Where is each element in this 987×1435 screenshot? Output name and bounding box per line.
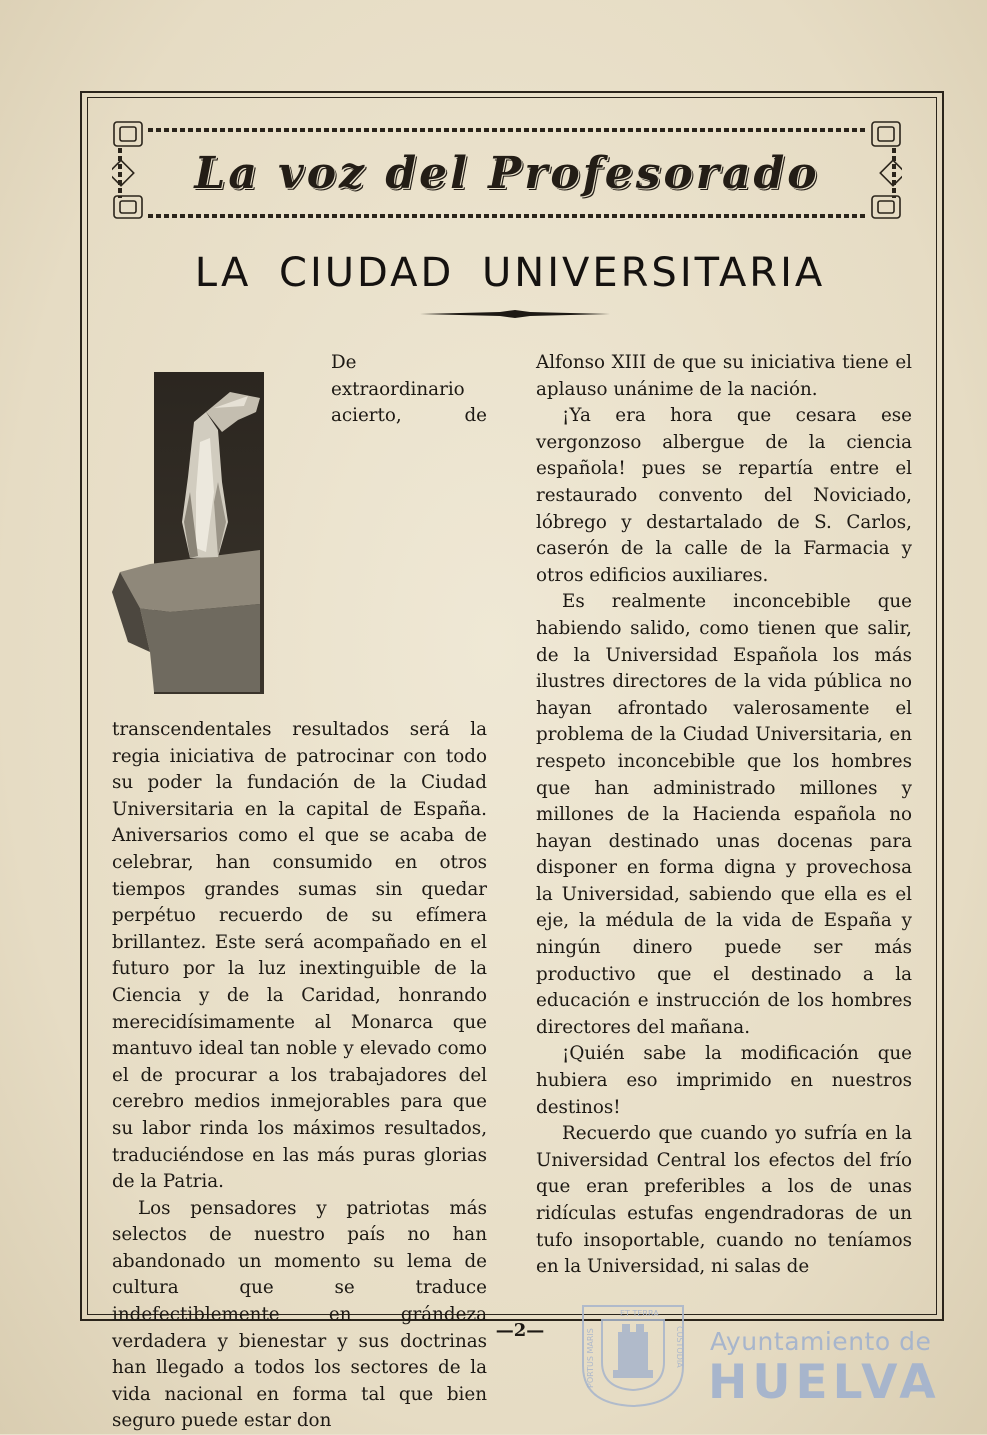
huelva-seal-watermark-icon [580,1296,686,1408]
paragraph-quien-sabe: ¡Quién sabe la modificación que hubiera eso imprimido en nuestros destinos! [536,1043,912,1118]
seal-text-top: ET TERRA [620,1309,659,1318]
section-header-title: La voz del Profesorado [194,148,820,199]
header-ornament-band [112,120,902,220]
paragraph-recuerdo: Recuerdo que cuando yo sufría en la Universidad Central los efectos del frío que eran preferibles a los de unas ridículas estufas engendradoras de un tufo insoportable, cuando no teníamos en la Universidad, ni salas de [536,1123,912,1278]
watermark-line-1: Ayuntamiento de [710,1327,932,1356]
paragraph-pensadores: Los pensadores y patriotas más selectos de nuestro país no han abandonado un momento su lema de cultura que se traduce indefectiblemente en grándeza verdadera y bienestar y sus doctrinas han llegado a todos los sectores de la vida nacional en forma tal que bien seguro puede estar don [112,1197,487,1432]
page-number: —2— [495,1320,545,1341]
left-column [112,350,487,1435]
watermark-line-2: HUELVA [708,1355,941,1410]
winged-victory-statue-icon [110,372,302,694]
title-divider-icon [420,309,610,319]
seal-text-right: CUSTODIA [675,1326,684,1368]
paragraph-ya-era-hora: ¡Ya era hora que cesara ese vergonzoso albergue de la ciencia española! pues se repartía entre el restaurado convento del Noviciado, lóbrego y destartalado de S. Carlos, caserón de la calle de la Farmacia y otros edificios auxiliares. [536,405,912,586]
right-column [536,350,912,1281]
seal-text-left: PORTUS MARIS [586,1328,595,1388]
statue-illustration [110,350,323,717]
article-title: LA CIUDAD UNIVERSITARIA [194,250,826,296]
paragraph-intro: De extraordinario acierto, de transcendentales resultados será la regia iniciativa de patrocinar con todo su poder la fundación de la Ciudad Universitaria en la capital de España. Aniversarios como el que se acaba de celebrar, han consumido en otros tiempos grandes sumas sin quedar perpétuo recuerdo de su efímera brillantez. Este será acompañado en el futuro por la luz inextinguible de la Ciencia y de la Caridad, honrando merecidísimamente al Monarca que mantuvo ideal tan noble y elevado como el de procurar a los trabajadores del cerebro medios inmejorables para que su labor rinda los máximos resultados, traduciéndose en las más puras glorias de la Patria. [112,352,487,1193]
paragraph-inconcebible: Es realmente inconcebible que habiendo salido, como tienen que salir, de la Universidad Española los más ilustres directores de la vida pública no hayan afrontado valerosamente el problema de la Ciudad Universitaria, en respeto inconcebible que los hombres que han administrado millones y millones de la Hacienda española no hayan destinado unas docenas para disponer en forma digna y provechosa la Universidad, sabiendo que ella es el eje, la médula de la vida de España y ningún dinero puede ser más productivo que el destinado a la educación e instrucción de los hombres directores del mañana. [536,591,912,1038]
paragraph-alfonso: Alfonso XIII de que su iniciativa tiene el aplauso unánime de la nación. [536,352,912,400]
